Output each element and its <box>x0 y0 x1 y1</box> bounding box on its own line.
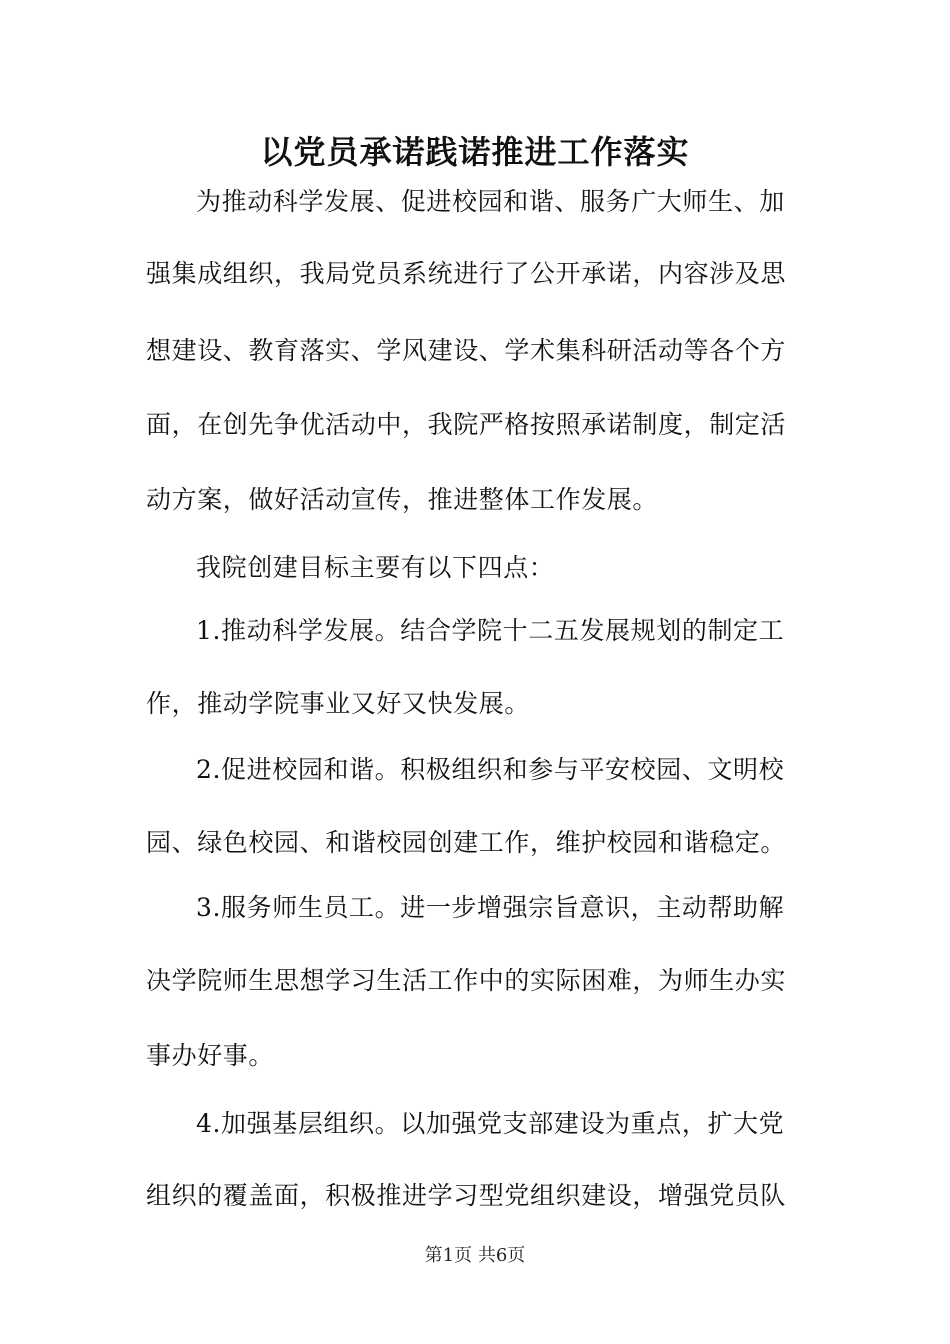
paragraph-line: 3.服务师生员工。进一步增强宗旨意识，主动帮助解 <box>196 893 785 922</box>
paragraph-line: 想建设、教育落实、学风建设、学术集科研活动等各个方 <box>146 336 787 365</box>
paragraph-line: 决学院师生思想学习生活工作中的实际困难，为师生办实 <box>146 966 787 995</box>
paragraph-line: 动方案，做好活动宣传，推进整体工作发展。 <box>146 485 659 514</box>
paragraph-line: 组织的覆盖面，积极推进学习型党组织建设，增强党员队 <box>146 1181 787 1210</box>
paragraph-line: 我院创建目标主要有以下四点： <box>196 553 555 582</box>
page-footer: 第1页 共6页 <box>424 1245 526 1266</box>
paragraph-line: 1.推动科学发展。结合学院十二五发展规划的制定工 <box>196 616 785 645</box>
paragraph-line: 事办好事。 <box>146 1041 275 1070</box>
paragraph-line: 为推动科学发展、促进校园和谐、服务广大师生、加 <box>196 187 785 216</box>
paragraph-line: 2.促进校园和谐。积极组织和参与平安校园、文明校 <box>196 755 785 784</box>
paragraph-line: 作，推动学院事业又好又快发展。 <box>146 689 531 718</box>
document-title: 以党员承诺践诺推进工作落实 <box>260 133 690 171</box>
paragraph-line: 4.加强基层组织。以加强党支部建设为重点，扩大党 <box>196 1109 785 1138</box>
paragraph-line: 园、绿色校园、和谐校园创建工作，维护校园和谐稳定。 <box>146 828 787 857</box>
paragraph-line: 面，在创先争优活动中，我院严格按照承诺制度，制定活 <box>146 410 787 439</box>
paragraph-line: 强集成组织，我局党员系统进行了公开承诺，内容涉及思 <box>146 259 787 288</box>
